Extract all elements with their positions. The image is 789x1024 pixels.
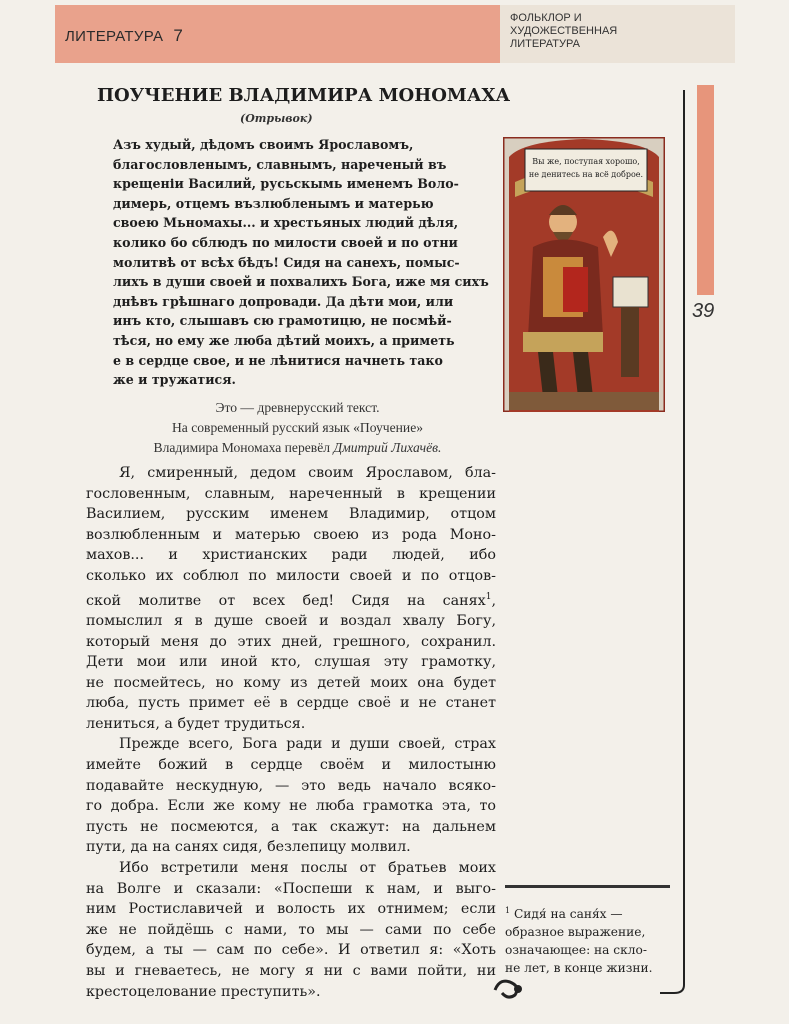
footnote-line: не лет, в конце жизни. bbox=[505, 961, 653, 976]
text-line: не посмейтесь, но кому из детей моих она будет bbox=[86, 674, 496, 691]
text-line: тѣся, но ему же люба дѣтий моихъ, а приметь bbox=[113, 332, 455, 348]
side-accent-bar bbox=[697, 85, 714, 295]
footnote-divider bbox=[505, 885, 670, 888]
note-line: Владимира Мономаха перевёл bbox=[153, 440, 331, 455]
grade-label: 7 bbox=[173, 26, 184, 45]
text-line: же не пойдёшь с нами, то мы — сами по себе bbox=[86, 921, 496, 938]
text-line: своею Мьномахы... и хрестьяных людий дѣля, bbox=[113, 215, 459, 231]
section-line: ФОЛЬКЛОР И bbox=[510, 12, 582, 24]
section-heading bbox=[510, 12, 650, 51]
section-line: ЛИТЕРАТУРА bbox=[510, 38, 580, 50]
translator-name: Дмитрий Лихачёв. bbox=[333, 440, 442, 455]
text-line: ской молитве от всех бед! Сидя на санях bbox=[86, 592, 486, 609]
text-line: вы и гневаетесь, не могу я ни с вами пойти, ни bbox=[86, 963, 496, 980]
footnote-line: Сидя́ на саня́х — bbox=[513, 907, 623, 922]
text-line: люба, пусть примет её в сердце своё и не станет bbox=[86, 695, 496, 712]
text-line: Василием, русским именем Владимир, отцом bbox=[86, 506, 496, 523]
text-line: подавайте нескудную, — это ведь начало всяко- bbox=[86, 777, 496, 794]
scroll-text: Вы же, поступая хорошо, bbox=[532, 157, 640, 166]
subject-label: ЛИТЕРАТУРА bbox=[65, 28, 164, 45]
text-line: помыслил я в душе своей и воздал хвалу Богу, bbox=[86, 612, 496, 629]
text-line: лихъ в души своей и похвалихъ Бога, иже мя сихъ bbox=[113, 274, 489, 290]
text-line: крещеніи Василий, русьскымь именемъ Воло- bbox=[113, 176, 459, 192]
text-line: на Волге и сказали: «Поспеши к нам, и выго- bbox=[86, 880, 496, 897]
ornament-swirl-icon bbox=[490, 975, 525, 1000]
subject-heading bbox=[65, 26, 183, 46]
page-number: 39 bbox=[692, 300, 715, 322]
old-russian-text bbox=[113, 135, 493, 390]
text-line: лениться, а будет трудиться. bbox=[86, 715, 306, 732]
footnote-line: означающее: на скло- bbox=[505, 943, 647, 958]
scroll-text: не денитесь на всё доброе. bbox=[528, 170, 644, 179]
footnote-marker: 1 bbox=[505, 906, 511, 915]
margin-rule bbox=[683, 90, 685, 970]
monomakh-illustration bbox=[503, 137, 665, 412]
text-line: Прежде всего, Бога ради и души своей, страх bbox=[119, 736, 496, 753]
text-line: днѣвъ грѣшнаго допровади. Да дѣти мои, или bbox=[113, 293, 454, 309]
translation-note bbox=[110, 398, 485, 458]
text-line: инъ кто, слышавъ сю грамотицю, не посмѣй- bbox=[113, 313, 452, 329]
text-line: пусть не посмеются, а так скажут: на дальнем bbox=[86, 818, 496, 835]
text-line: возлюбленным и матерью своею из рода Моно- bbox=[86, 526, 496, 543]
text-line: колико бо сблюдъ по милости своей и по отни bbox=[113, 234, 458, 250]
page-subtitle: (Отрывок) bbox=[240, 112, 313, 125]
note-line: На современный русский язык «Поучение» bbox=[171, 420, 424, 435]
section-line: ХУДОЖЕСТВЕННАЯ bbox=[510, 25, 618, 37]
text-line: махов... и христианских ради людей, ибо bbox=[86, 547, 496, 564]
text-line: имейте божий в сердце своём и милостыню bbox=[86, 757, 496, 774]
margin-curl-icon bbox=[660, 960, 690, 995]
footnote-ref: 1 bbox=[485, 591, 492, 602]
text-line: будем, а ты — сам по себе». И ответил я: «Хоть bbox=[86, 942, 496, 959]
text-line: крестоцелование преступить». bbox=[86, 983, 321, 1000]
text-line: который меня до этих дней, грешного, сохранил. bbox=[86, 633, 496, 650]
text-line: го добра. Если же кому не люба грамотка эта, то bbox=[86, 798, 496, 815]
text-line: сколько их соблюл по милости своей и по отцов- bbox=[86, 567, 496, 584]
text-line: Азъ худый, дѣдомъ своимъ Ярославомъ, bbox=[113, 137, 414, 152]
text-line: ним Ростиславичей и волость их отнимем; если bbox=[86, 901, 496, 918]
page-title: ПОУЧЕНИЕ ВЛАДИМИРА МОНОМАХА bbox=[97, 85, 511, 106]
text-line: Ибо встретили меня послы от братьев моих bbox=[119, 860, 496, 877]
footnote bbox=[505, 902, 675, 977]
note-line: Это — древнерусский текст. bbox=[215, 400, 380, 415]
text-line: благословленымъ, славнымъ, нареченый въ bbox=[113, 156, 447, 172]
modern-text: Я, смиренный, дедом своим Ярославом, бла- гословенным, славным, нареченный в крещении Василием, русским именем Владимир, отцом возлюбленным и матерью своею из рода Моно- махов... и христианских ради людей, ибо сколько их соблюл по милости своей и по отцов- ской молитве от всех бед! Сидя на санях$^1$, помыслил я в душе своей и воздал хвалу Богу, который меня до этих дней, грешного, сохранил. Дети мои или иной кто, слушая эту грамотку, не посмейтесь, но кому из детей моих она будет люба, пусть примет её в сердце своё и не станет лениться, а будет трудиться. Прежде всего, Бога ради и души своей, страх имейте божий в сердце своём и милостыню подавайте нескудную, — это ведь начало всяко- го добра. Если же кому не люба грамотка эта, то пусть не посмеются, а так скажут: на дальнем пути, да на санях сидя, безлепицу молвил. Ибо встретили меня послы от братьев моих на Волге и сказали: «Поспеши к нам, и выго- ним Ростиславичей и волость их отнимем; если же не пойдёшь с нами, то мы — сами по себе будем, а ты — сам по себе». И ответил я: «Хоть вы и гневаетесь, не могу я ни с вами пойти, ни крестоцелование преступить». bbox=[86, 463, 496, 1002]
text-line: же и тружатися. bbox=[113, 372, 236, 388]
text-line: е в сердце свое, и не лѣнитися начнеть тако bbox=[113, 352, 443, 368]
text-line: молитвѣ от всѣх бѣдъ! Сидя на санехъ, помыс- bbox=[113, 254, 460, 270]
footnote-line: образное выражение, bbox=[505, 925, 646, 940]
text-line: Я, смиренный, дедом своим Ярославом, бла- bbox=[119, 465, 496, 481]
text-line: Дети мои или иной кто, слушая эту грамотку, bbox=[86, 654, 496, 671]
text-line: гословенным, славным, нареченный в крещении bbox=[86, 485, 496, 502]
text-line: димерь, отцемъ възлюбленымъ и матерью bbox=[113, 195, 434, 211]
text-line: пути, да на санях сидя, безлепицу молвил. bbox=[86, 839, 411, 856]
